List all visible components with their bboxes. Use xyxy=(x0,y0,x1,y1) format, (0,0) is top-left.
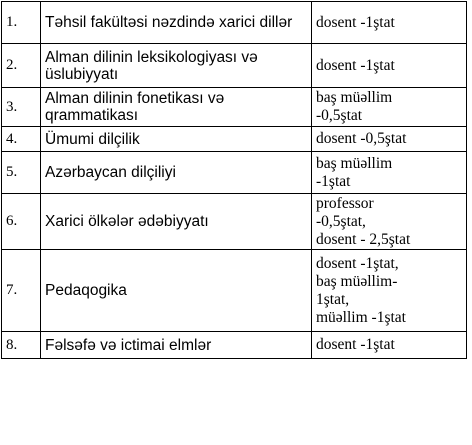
staff-position: dosent -1ştat, baş müəllim- 1ştat, müəllim -1ştat xyxy=(312,250,467,332)
department-name: Ümumi dilçilik xyxy=(41,127,312,152)
row-number: 1. xyxy=(2,2,41,44)
department-name: Xarici ölkələr ədəbiyyatı xyxy=(41,194,312,250)
department-name: Alman dilinin fonetikası və qrammatikası xyxy=(41,88,312,127)
staff-position: dosent -0,5ştat xyxy=(312,127,467,152)
staff-position: baş müəllim -0,5ştat xyxy=(312,88,467,127)
table-row xyxy=(2,194,467,250)
staff-position: dosent -1ştat xyxy=(312,44,467,88)
department-name: Təhsil fakültəsi nəzdində xarici dillər xyxy=(41,2,312,44)
table-row xyxy=(2,250,467,332)
department-name: Fəlsəfə və ictimai elmlər xyxy=(41,332,312,359)
department-name: Azərbaycan dilçiliyi xyxy=(41,152,312,194)
table-row xyxy=(2,88,467,127)
row-number: 4. xyxy=(2,127,41,152)
staff-position: professor -0,5ştat, dosent - 2,5ştat xyxy=(312,194,467,250)
staff-position: dosent -1ştat xyxy=(312,2,467,44)
row-number: 6. xyxy=(2,194,41,250)
row-number: 8. xyxy=(2,332,41,359)
row-number: 7. xyxy=(2,250,41,332)
staff-position: baş müəllim -1ştat xyxy=(312,152,467,194)
staff-positions-table xyxy=(1,1,467,359)
row-number: 3. xyxy=(2,88,41,127)
table-row xyxy=(2,44,467,88)
table-row xyxy=(2,127,467,152)
table-row xyxy=(2,2,467,44)
table-row xyxy=(2,332,467,359)
table-row xyxy=(2,152,467,194)
row-number: 5. xyxy=(2,152,41,194)
department-name: Alman dilinin leksikologiyası və üslubiyyatı xyxy=(41,44,312,88)
department-name: Pedaqogika xyxy=(41,250,312,332)
staff-position: dosent -1ştat xyxy=(312,332,467,359)
row-number: 2. xyxy=(2,44,41,88)
